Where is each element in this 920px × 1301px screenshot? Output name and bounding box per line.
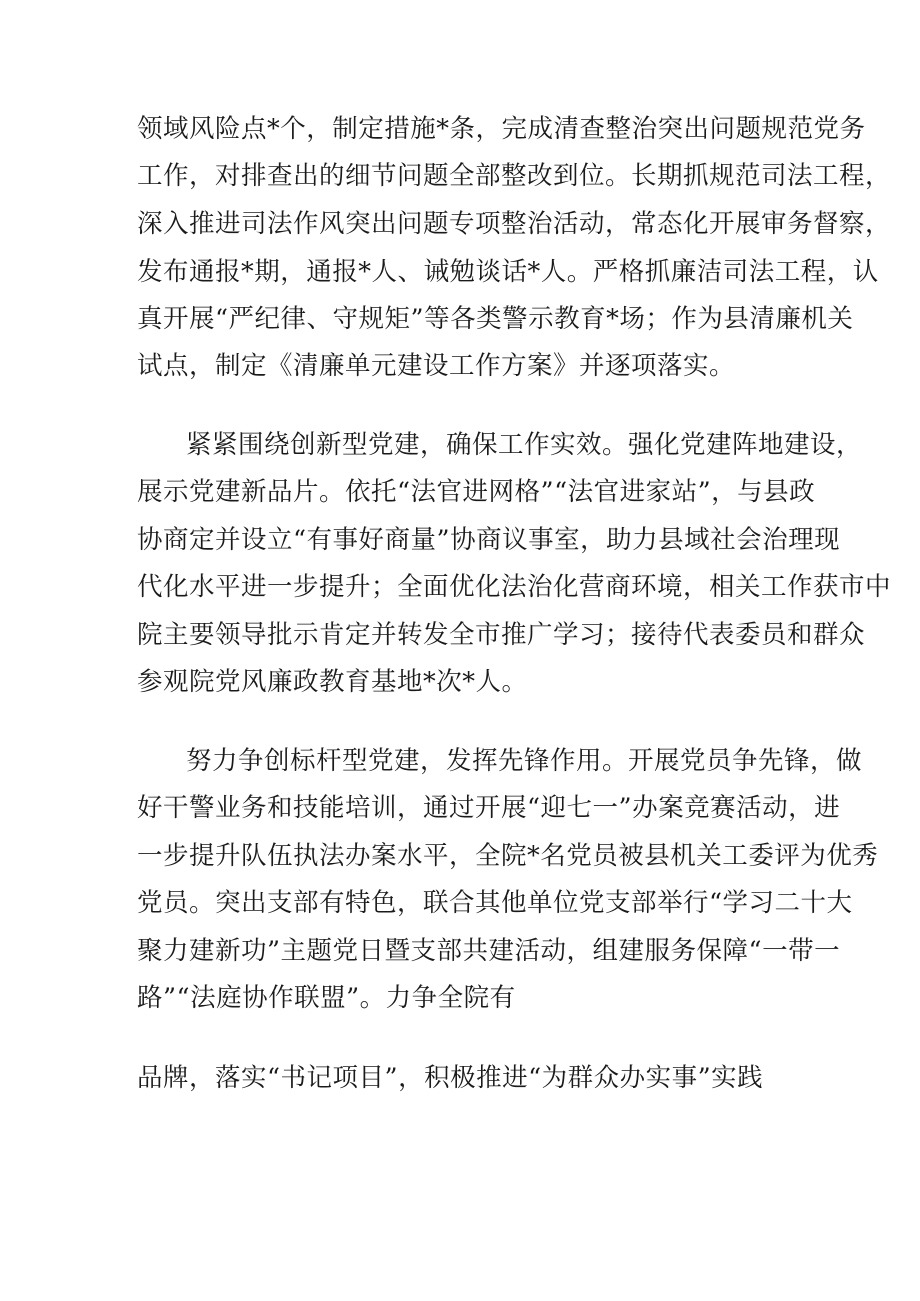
text-line: 参观院党风廉政教育基地*次*人。 xyxy=(137,667,528,697)
text-line: 紧紧围绕创新型党建，确保工作实效。强化党建阵地建设， xyxy=(186,430,863,460)
text-line: 党员。突出支部有特色，联合其他单位党支部举行“学习二十大 xyxy=(137,888,853,918)
text-line: 品牌，落实“书记项目”，积极推进“为群众办实事”实践 xyxy=(137,1063,764,1093)
text-line: 发布通报*期，通报*人、诫勉谈话*人。严格抓廉洁司法工程，认 xyxy=(137,257,879,287)
text-line: 路”“法庭协作联盟”。力争全院有 xyxy=(137,983,516,1013)
text-line: 聚力建新功”主题党日暨支部共建活动，组建服务保障“一带一 xyxy=(137,936,841,966)
text-line: 努力争创标杆型党建，发挥先锋作用。开展党员争先锋，做 xyxy=(186,746,863,776)
text-line: 院主要领导批示肯定并转发全市推广学习；接待代表委员和群众 xyxy=(137,620,866,650)
text-line: 好干警业务和技能培训，通过开展“迎七一”办案竞赛活动，进 xyxy=(137,793,841,823)
text-line: 真开展“严纪律、守规矩”等各类警示教育*场；作为县清廉机关 xyxy=(137,304,854,334)
text-line: 协商定并设立“有事好商量”协商议事室，助力县域社会治理现 xyxy=(137,525,841,555)
text-line: 领域风险点*个，制定措施*条，完成清查整治突出问题规范党务 xyxy=(137,114,866,144)
text-line: 工作，对排查出的细节问题全部整改到位。长期抓规范司法工程， xyxy=(137,161,892,191)
text-line: 代化水平进一步提升；全面优化法治化营商环境，相关工作获市中 xyxy=(137,572,892,602)
text-line: 展示党建新品片。依托“法官进网格”“法官进家站”，与县政 xyxy=(137,477,816,507)
text-line: 一步提升队伍执法办案水平，全院*名党员被县机关工委评为优秀 xyxy=(137,841,879,871)
text-line: 试点，制定《清廉单元建设工作方案》并逐项落实。 xyxy=(137,351,736,381)
text-line: 深入推进司法作风突出问题专项整治活动，常态化开展审务督察， xyxy=(137,209,892,239)
